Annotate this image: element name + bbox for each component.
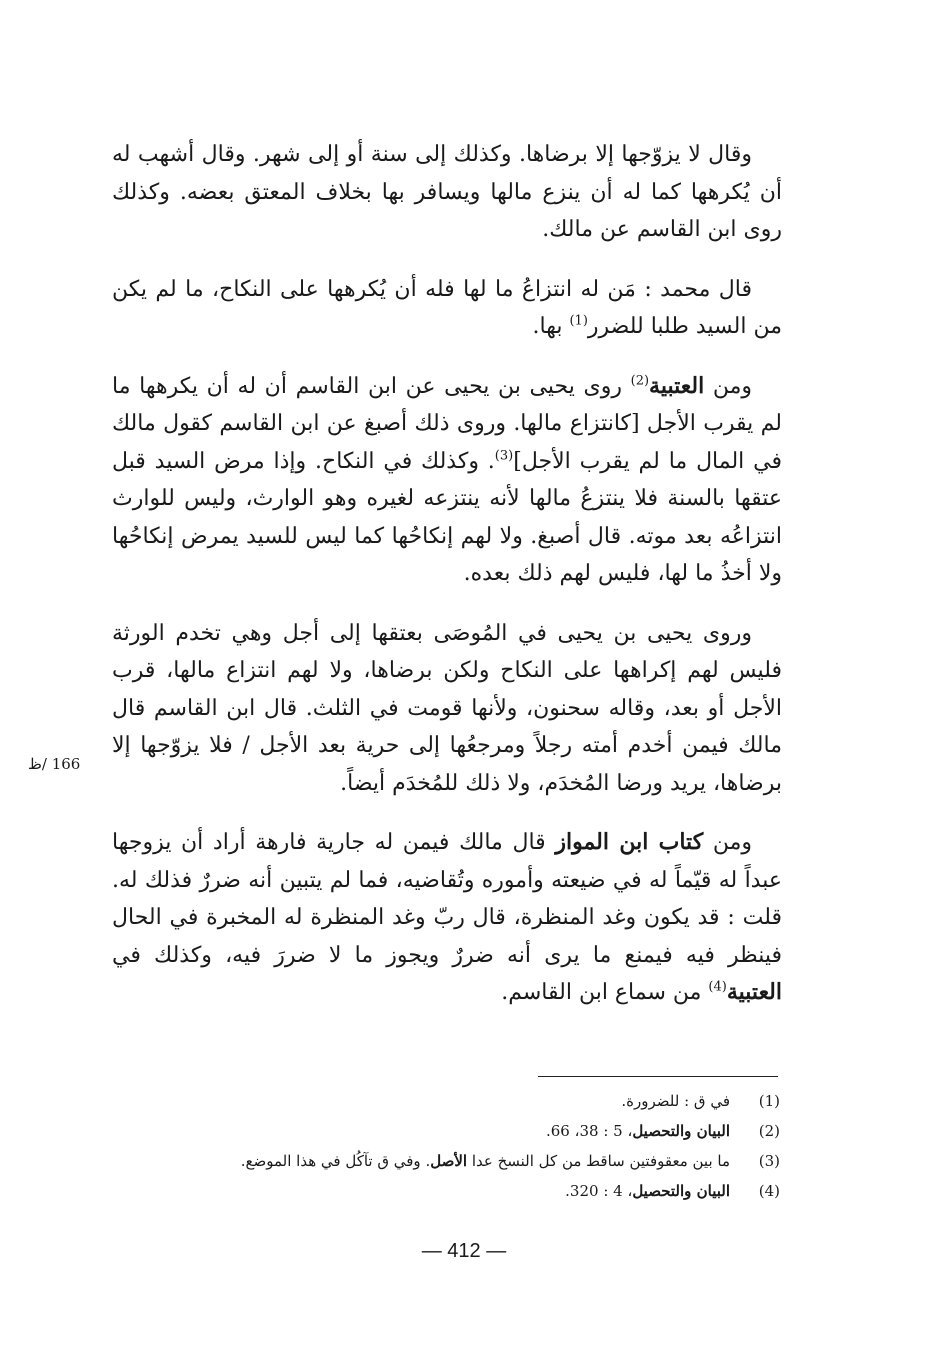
bold-source-title: العتبية	[649, 372, 705, 399]
footnote-marker: (1)	[569, 313, 588, 329]
text-run: وروى يحيى بن يحيى في المُوصَى بعتقها إلى أجل وهي تخدم الورثة فليس لهم إكراهها على النكاح ولكن برضاها، ولا لهم انتزاع مالها، قرب الأجل أو بعد، وقاله سحنون، ولأنها قومت في الثلث. قال ابن القاسم قال مالك فيمن أخدم أمته رجلاً ومرجعُها إلى حرية بعد الأجل / فلا يزوّجها إلا برضاها، يريد ورضا المُخدَم، ولا ذلك للمُخدَم أيضاً.	[112, 620, 782, 796]
bold-source-title: البيان والتحصيل	[632, 1122, 730, 1140]
paragraph	[112, 615, 782, 803]
footnote-text	[112, 1146, 730, 1176]
bold-source-title: البيان والتحصيل	[632, 1182, 730, 1200]
footnote-marker: (2)	[630, 373, 650, 389]
text-run: قال مالك فيمن له جارية فارهة أراد أن يزوجها عبداً له قيّماً له في ضيعته وأموره وتُقاضيه، فما لم يتبين أنه ضررٌ فذلك له. قلت : قد يكون وغد المنظرة، قال ربّ وغد المنظرة له المخبرة في الحال فينظر فيه فيمنع ما يرى أنه ضررٌ ويجوز ما لا ضررَ فيه، وكذلك في	[112, 830, 782, 968]
text-run: . وكذلك في النكاح. وإذا مرض السيد قبل عتقها بالسنة فلا ينتزعُ مالها لأنه ينتزعه لغيره وهو الوارث، وليس للوارث انتزاعُه بعد موته. قال أصبغ. ولا لهم إنكاحُها كما ليس للسيد يمرض إنكاحُها ولا أخذُ ما لها، فليس لهم ذلك بعده.	[112, 448, 782, 586]
footnote-item	[112, 1146, 780, 1176]
footnotes	[112, 1086, 780, 1206]
footnote-text	[112, 1116, 730, 1146]
text-run: ومن	[704, 373, 752, 399]
main-text	[112, 136, 782, 1034]
page-number: — 412 —	[421, 1240, 507, 1262]
text-run: في ق : للضرورة.	[621, 1092, 730, 1110]
footnote-text	[112, 1086, 730, 1116]
text-run: ، 5 : 38، 66.	[545, 1122, 633, 1140]
text-run: ومن	[703, 830, 752, 855]
text-run: وقال لا يزوّجها إلا برضاها. وكذلك إلى سنة أو إلى شهر. وقال أشهب له أن يُكرهها كما له أن ينزع مالها ويسافر بها بخلاف المعتق بعضه. وكذلك روى ابن القاسم عن مالك.	[112, 142, 782, 242]
footnote-item	[112, 1176, 780, 1206]
footnote-item	[112, 1086, 780, 1116]
footnote-marker: (4)	[708, 979, 727, 995]
footnote-text	[112, 1176, 730, 1206]
paragraph	[112, 824, 782, 1012]
footnote-number: (4)	[758, 1182, 780, 1200]
footnote-separator	[538, 1076, 778, 1077]
text-run: قال محمد : مَن له انتزاعُ ما لها فله أن يُكرهها على النكاح، ما لم يكن من السيد طلبا للضرر	[112, 276, 782, 339]
bold-source-title: العتبية	[726, 979, 782, 1005]
folio-margin-note: 166 /ظ	[28, 755, 81, 773]
footnote-number: (3)	[758, 1152, 780, 1170]
paragraph	[112, 271, 782, 346]
text-run: . وفي ق تآكُل في هذا الموضع.	[240, 1152, 431, 1170]
footnote-number: (2)	[758, 1122, 780, 1140]
paragraph	[112, 136, 782, 249]
text-run: روى يحيى بن يحيى عن ابن القاسم أن له أن يكرهها ما لم يقرب الأجل [كانتزاع مالها. وروى ذلك أصبغ عن ابن القاسم كقول مالك في المال ما لم يقرب الأجل]	[112, 373, 782, 474]
paragraph	[112, 368, 782, 593]
footnote-number: (1)	[758, 1092, 780, 1110]
bold-source-title: الأصل	[430, 1152, 468, 1170]
text-run: ، 4 : 320.	[565, 1182, 633, 1200]
text-run: من سماع ابن القاسم.	[501, 980, 709, 1005]
bold-source-title: كتاب ابن المواز	[555, 829, 704, 855]
footnote-item	[112, 1116, 780, 1146]
footnote-marker: (3)	[494, 448, 514, 464]
text-run: بها.	[532, 314, 570, 339]
text-run: ما بين معقوفتين ساقط من كل النسخ عدا	[467, 1152, 730, 1170]
